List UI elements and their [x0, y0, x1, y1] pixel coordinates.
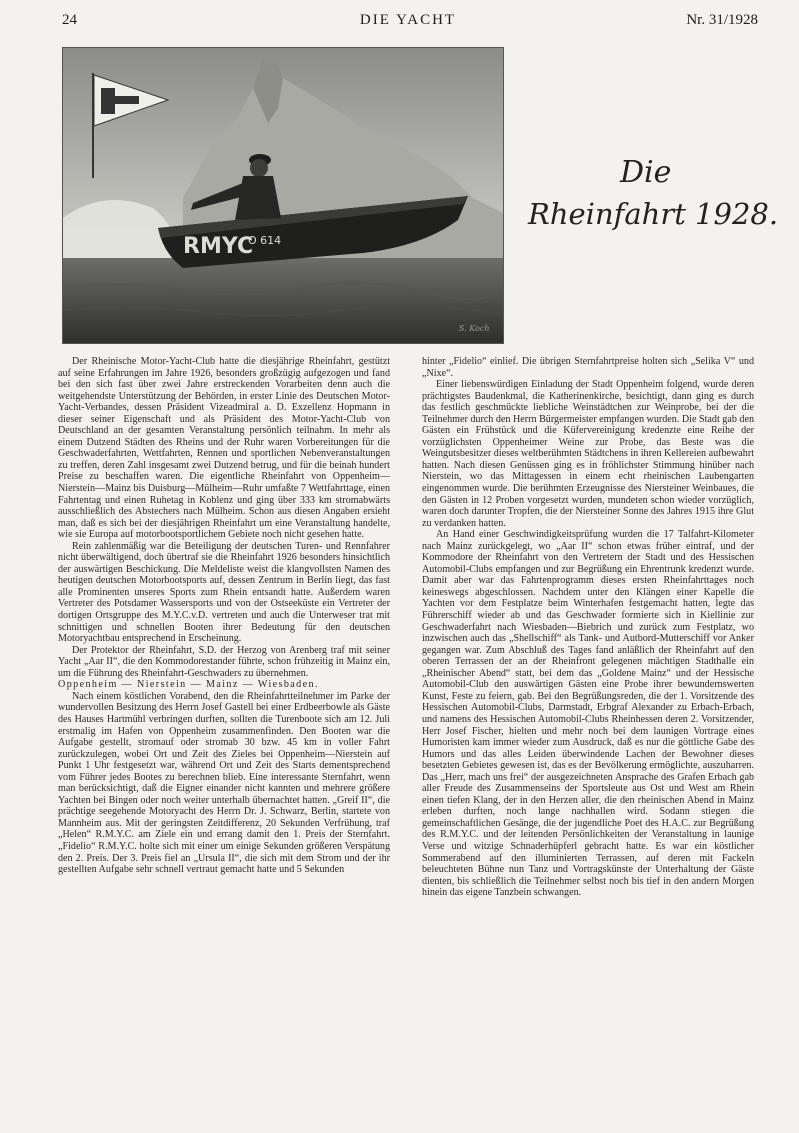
title-line-2: Rheinfahrt 1928. [528, 197, 779, 231]
paragraph: Nach einem köstlichen Vorabend, den die Rheinfahrtteilnehmer im Parke der wundervollen Besitzung des Herrn Josef Gastell bei einer Erdbeerbowle als Gäste des Hauses Hartmühl verbringen durften, sollten die Turenboote sich am 12. Juli erstmalig im Hafen von Oppenheim zusammenfinden. Den Booten war die Aufgabe gestellt, stromauf oder stromab 30 bzw. 45 km in voller Fahrt zurückzulegen, wobei Ort und Zeit des Zieles bei Oppenheim—Nierstein auf Punkt 1 Uhr festgesetzt war, während Ort und Zeit des Starts dementsprechend vom Führer jedes Bootes zu berechnen blieb. Eine interessante Sternfahrt, wenn man berücksichtigt, daß die Eigner einander nicht kannten und mehrere größere Yachten bei Bingen oder noch weiter unterhalb übernachtet hatten. „Greif II“, die prächtige seegehende Motoryacht des Herrn Dr. J. Schwarz, Berlin, startete von Mannheim aus. Mit der geringsten Zeitdifferenz, 20 Sekunden Verfrühung, traf „Helen“ R.M.Y.C. am Ziele ein und errang damit den 1. Preis der Sternfahrt. „Fidelio“ R.M.Y.C. holte sich mit einer um einige Sekunden größeren Verspätung den 2. Preis. Der 3. Preis fiel an „Ursula II“, die sich mit dem Strom und der ihr gestellten Aufgabe sehr schnell vertraut gemacht hatte und 5 Sekunden [58, 690, 390, 876]
paragraph: Einer liebenswürdigen Einladung der Stadt Oppenheim folgend, wurde deren prächtigstes Baudenkmal, die Katherinenkirche, besichtigt, dann ging es durch das festlich geschmückte liebliche Weinstädtchen zur Weinprobe, bei der die Teilnehmer durch den Herrn Bürgermeister empfangen wurden. Die Stadt gab den Gästen ein Frühstück und die Küfervereinigung kredenzte eine Reihe der vorzüglichsten Oppenheimer Weine zur Probe, das Beste was die Weingutsbesitzer dieses weltberühmten Städtchens in ihren Kellereien aufbewahrt hatten. Nach diesen Genüssen ging es in fröhlichster Stimmung hinüber nach Nierstein, wo das Mittagessen in einem echt rheinischen Laubengarten eingenommen wurde. Die berühmten Erzeugnisse des Niersteiner Weinbaues, die den Gästen in 12 Proben vorgesetzt wurden, mundeten schon wieder vorzüglich, waren doch darunter Tropfen, die der Niersteiner Sonne des Jahres 1915 ihre Glut zu verdanken hatten. [422, 379, 754, 529]
page-number: 24 [62, 12, 77, 28]
paragraph: Der Protektor der Rheinfahrt, S.D. der Herzog von Arenberg traf mit seiner Yacht „Aar II“, die den Kommodorestander führte, schon frühzeitig in Mainz ein, um die Führung des Rheinfahrt-Geschwaders zu übernehmen. [58, 644, 390, 679]
article-column-right [422, 356, 754, 899]
paragraph: An Hand einer Geschwindigkeitsprüfung wurden die 17 Talfahrt-Kilometer nach Mainz zurückgelegt, wo „Aar II“ schon etwas früher eintraf, und der Kommodore der Rheinfahrt von den Vertretern der Stadt und des Hessischen Automobil-Clubs empfangen und zur Begrüßung ein Ehrentrunk kredenzt wurde. Damit aber war das Fahrtenprogramm dieses ersten Rheinfahrttages noch keineswegs abgeschlossen. Nachdem unter den Klängen einer Kapelle die Yachten vor dem Festplatze beim Winterhafen festgemacht hatten, legte das Führerschiff wieder ab und das Geschwader formierte sich in Kiellinie zur Geschwaderfahrt nach Wiesbaden—Biebrich und zurück zum Festplatz, wo inzwischen auch das „Shellschiff“ als Tank- und Autbord-Mutterschiff vor Anker gegangen war. Zum Abschluß des Tages fand anläßlich der Rheinfahrt auf den oberen Terrassen der an der Rheinfront gelegenen mächtigen Stadthalle ein „Rheinischer Abend“ statt, bei dem das „Goldene Mainz“ und der Hessische Automobil-Club den auswärtigen Gästen eine Probe ihrer bewundernswerten Kunst, Feste zu feiern, gab. Bei den Begrüßungsreden, die der 1. Vorsitzende des Hessischen Automobil-Clubs, Darmstadt, Erbgraf Alexander zu Erbach-Erbach, und namens des Hessischen Automobil-Clubs Rheinhessen deren 2. Vorsitzender, Herr Josef Fischer, hielten und mehr noch bei dem launigen Vortrage eines Humoristen kam immer wieder zum Ausdruck, daß es nur die göttliche Gabe des Humors und das alles Leiden überwindende Lachen der Bewohner dieses besetzten Gebietes gewesen ist, das es der Bevölkerung ermöglichte, auszuharren. Das „Herr, mach uns frei“ der ausgezeichneten Ansprache des Grafen Erbach gab aller Freude des Zusammenseins der Sportsleute aus Ost und West am Rhein einen tiefen Klang, der in den Herzen aller, die den rheinischen Abend in Mainz erleben durften, noch lange nachhallen wird. Sodann stiegen die gemeinschaftlichen Gesänge, die der jugendliche Poet des H.A.C. zur Begrüßung des R.M.Y.C. und der leitenden Persönlichkeiten der Veranstaltung in launige Verse und witzige Schnaderhüpferl gebracht hatte. Es war ein köstlicher Sommerabend auf den illuminierten Terrassen, auf deren mit Fackeln beleuchteten Bühne nun Tanz und Vortragskünste der Unterhaltung der Gäste dienten, bis schließlich die Teilnehmer selbst noch bis tief in den andern Morgen hinein das eigene Tanzbein schwangen. [422, 529, 754, 899]
issue-number: Nr. 31/1928 [686, 12, 758, 28]
page-header [58, 12, 758, 32]
section-heading: Oppenheim — Nierstein — Mainz — Wiesbaden. [58, 679, 319, 691]
paragraph: Der Rheinische Motor-Yacht-Club hatte die diesjährige Rheinfahrt, gestützt auf seine Erfahrungen im Jahre 1926, besonders großzügig aufgezogen und fand bei den sich fast über zwei Jahre erstreckenden Vorarbeiten denn auch die weitgehendste Unterstützung der Behörden, in erster Linie des Deutschen Motor-Yacht-Verbandes, dessen Präsident Vizeadmiral a. D. Exzellenz Hopmann in dieser seiner Eigenschaft und als Präsident des Motor-Yacht-Club von Deutschland an der gesamten Veranstaltung persönlich teilnahm. In mehr als einem Dutzend Städten des Rheins und der Ruhr waren Vorbereitungen für die Geschwaderfahrten, Wettfahrten, Rennen und sportlichen Nebenveranstaltungen zu treffen, deren Zahl insgesamt zwei Dutzend betrug, und für die beinah hundert Preise zu beschaffen waren. Die eigentliche Rheinfahrt von Oppenheim—Nierstein—Mainz bis Duisburg—Mülheim—Ruhr umfaßte 7 Wettfahrttage, einen Fahrtentag und einen Ruhetag in Koblenz und ging über 333 km stromabwärts ausschließlich des Abstechers nach Mülheim. Schon aus diesen Angaben ersieht man, daß es sich bei der diesjährigen Rheinfahrt um eine Veranstaltung handelte, wie sie Europa auf motorbootsportlichem Gebiete noch nicht gesehen hatte. [58, 356, 390, 541]
paragraph: hinter „Fidelio“ einlief. Die übrigen Sternfahrtpreise holten sich „Selika V“ und „Nixe“. [422, 356, 754, 379]
boat-number: O 614 [248, 234, 282, 247]
motorboat-drawing [63, 48, 503, 343]
article-column-left [58, 356, 390, 876]
boat-letters: RMYC [183, 234, 254, 259]
motorboat-illustration [62, 47, 504, 344]
title-line-1: Die [620, 155, 672, 190]
artist-signature: S. Koch [459, 324, 490, 333]
masthead: DIE YACHT [359, 12, 457, 28]
paragraph: Rein zahlenmäßig war die Beteiligung der deutschen Turen- und Rennfahrer nicht überwältigend, doch übertraf sie die Rheinfahrt 1926 besonders hinsichtlich der auswärtigen Beschickung. Die Meldeliste weist die klangvollsten Namen des heutigen deutschen Motorbootsports auf, dessen Zentrum in Berlin liegt, das fast alle Prominenten unseres Sports zum Rhein entsandt hatte. Außerdem waren Vertreter des Potsdamer Wassersports und von der Ostseeküste ein Vertreter der dortigen Ortsgruppe des M.Y.C.v.D. vertreten und auch die Unterweser trat mit schnittigen und schnellen Booten ihrer Bedeutung für den deutschen Motoryachtbau entsprechend in Erscheinung. [58, 540, 390, 645]
